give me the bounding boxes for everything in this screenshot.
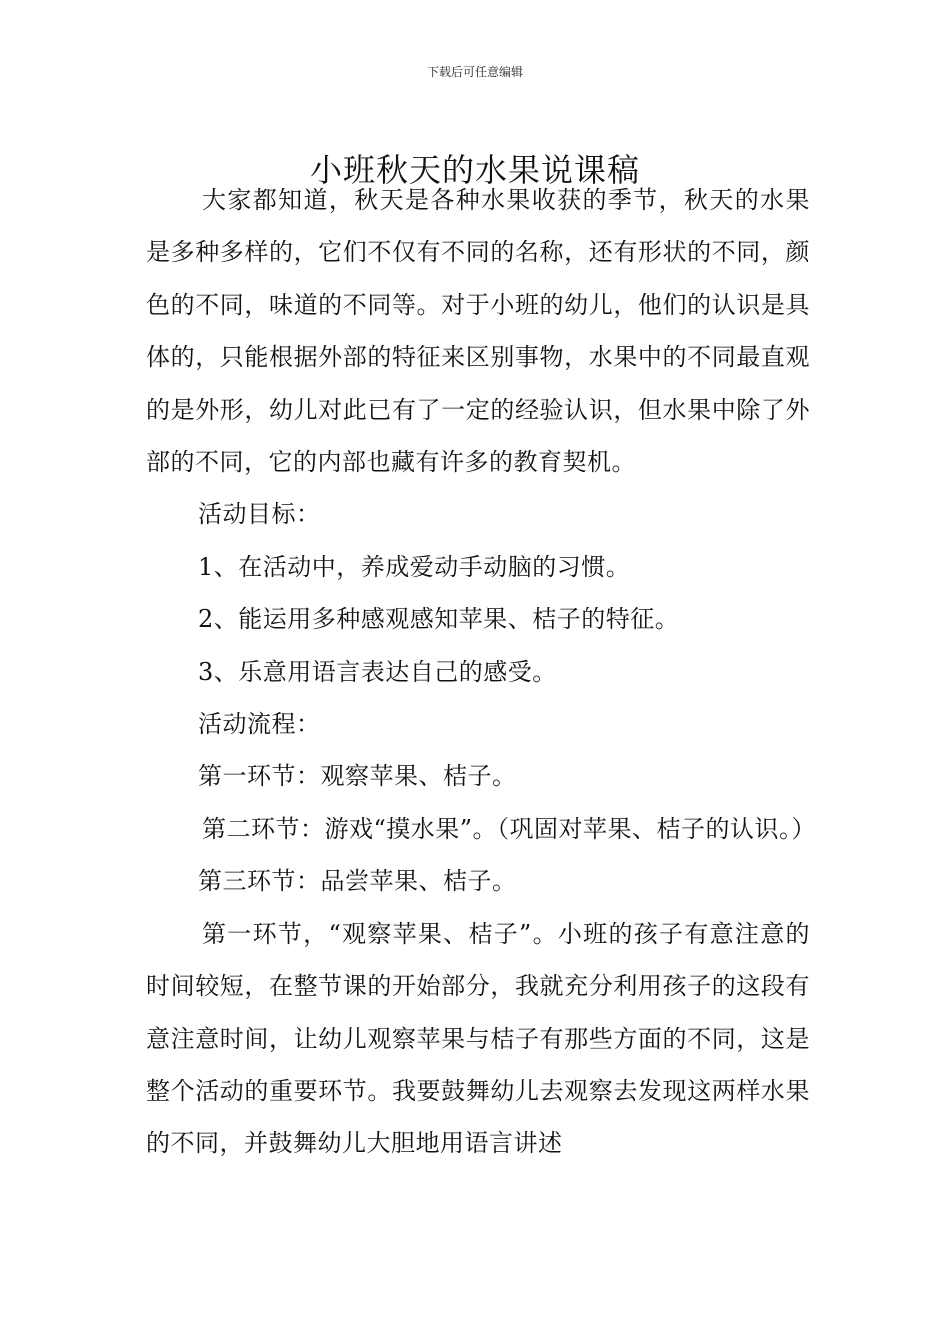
- goal-item-2: 2、能运用多种感观感知苹果、桔子的特征。: [198, 605, 680, 634]
- process-heading: 活动流程：: [198, 710, 321, 739]
- process-step-2: 第二环节：游戏“摸水果”。（巩固对苹果、桔子的认识。）: [202, 814, 817, 843]
- detail-paragraph: 第一环节，“观察苹果、桔子”。小班的孩子有意注意的时间较短，在整节课的开始部分，我就充分利用孩子的这段有意注意时间，让幼儿观察苹果与桔子有那些方面的不同，这是整个活动的重要环节。我要鼓舞幼儿去观察去发现这两样水果的不同，并鼓舞幼儿大胆地用语言讲述: [146, 919, 810, 1158]
- header-note: 下载后可任意编辑: [426, 65, 523, 79]
- document-body: [146, 174, 817, 1170]
- intro-paragraph: 大家都知道，秋天是各种水果收获的季节，秋天的水果是多种多样的，它们不仅有不同的名称，还有形状的不同，颜色的不同，味道的不同等。对于小班的幼儿，他们的认识是具体的，只能根据外部的特征来区别事物，水果中的不同最直观的是外形，幼儿对此已有了一定的经验认识，但水果中除了外部的不同，它的内部也藏有许多的教育契机。: [146, 186, 810, 477]
- process-step-1: 第一环节：观察苹果、桔子。: [198, 762, 517, 791]
- goal-item-3: 3、乐意用语言表达自己的感受。: [198, 657, 557, 686]
- goal-item-1: 1、在活动中，养成爱动手动脑的习惯。: [198, 552, 631, 581]
- goals-heading: 活动目标：: [198, 500, 321, 529]
- page-title: 小班秋天的水果说课稿: [309, 151, 640, 190]
- process-step-3: 第三环节：品尝苹果、桔子。: [198, 867, 517, 896]
